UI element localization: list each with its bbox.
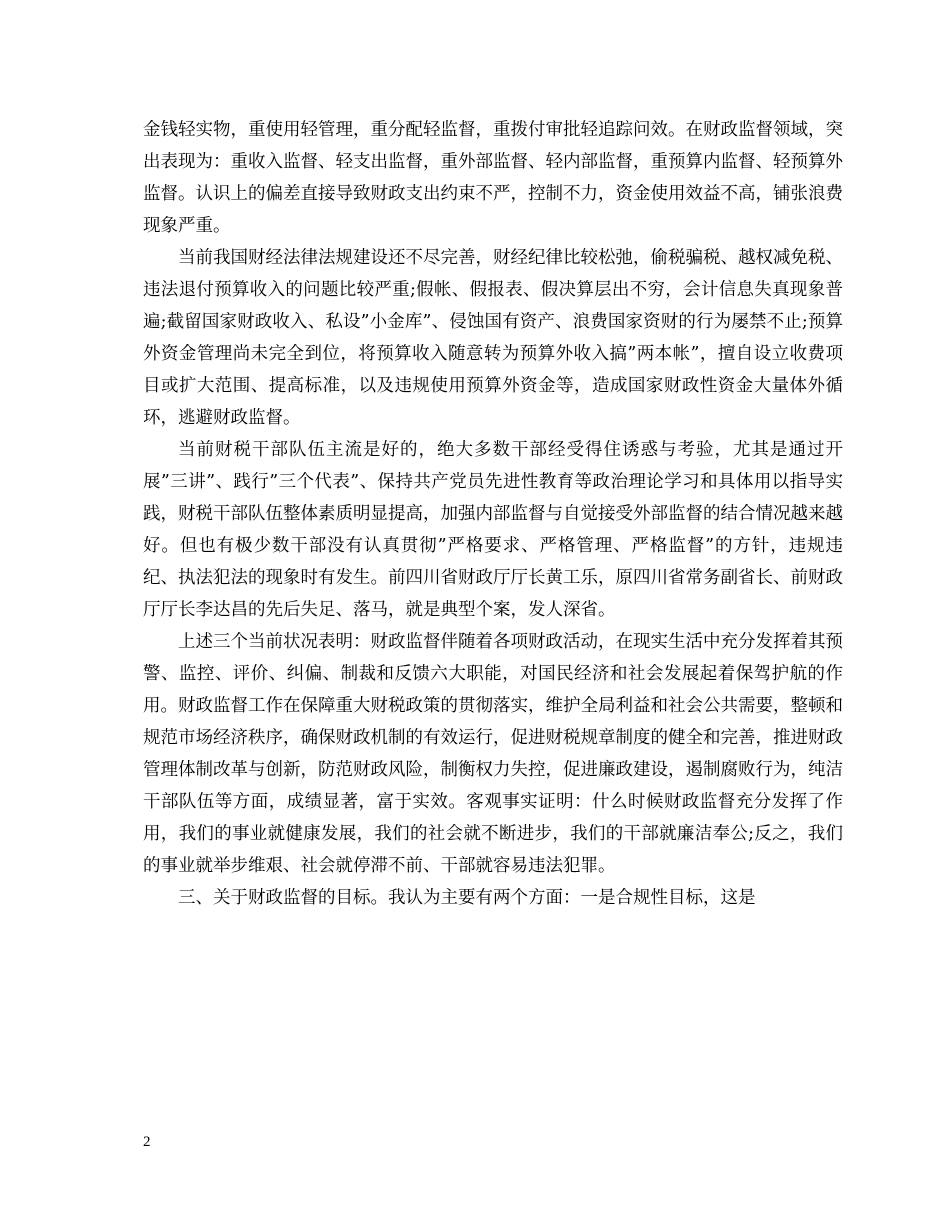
paragraph-legal-construction: 当前我国财经法律法规建设还不尽完善，财经纪律比较松弛，偷税骗税、越权减免税、违法退付预算收入的问题比较严重;假帐、假报表、假决算层出不穷，会计信息失真现象普遍;截留国家财政收入、私设”小金库”、侵蚀国有资产、浪费国家资财的行为屡禁不止;预算外资金管理尚未完全到位，将预算收入随意转为预算外收入搞”两本帐”，擅自设立收费项目或扩大范围、提高标准，以及违规使用预算外资金等，造成国家财政性资金大量体外循环，逃避财政监督。 — [143, 248, 843, 428]
paragraph-cadre-team: 当前财税干部队伍主流是好的，绝大多数干部经受得住诱惑与考验，尤其是通过开展”三讲”、践行”三个代表”、保持共产党员先进性教育等政治理论学习和具体用以指导实践，财税干部队伍整体素质明显提高，加强内部监督与自觉接受外部监督的结合情况越来越好。但也有极少数干部没有认真贯彻”严格要求、严格管理、严格监督”的方针，违规违纪、执法犯法的现象时有发生。前四川省财政厅厅长黄工乐，原四川省常务副省长、前财政厅厅长李达昌的先后失足、落马，就是典型个案，发人深省。 — [143, 440, 843, 620]
paragraph-continued: 金钱轻实物，重使用轻管理，重分配轻监督，重拨付审批轻追踪问效。在财政监督领域，突出表现为：重收入监督、轻支出监督，重外部监督、轻内部监督，重预算内监督、轻预算外监督。认识上的偏差直接导致财政支出约束不严，控制不力，资金使用效益不高，铺张浪费现象严重。 — [143, 120, 843, 236]
document-body — [143, 114, 843, 914]
paragraph-supervision-goals: 三、关于财政监督的目标。我认为主要有两个方面：一是合规性目标，这是 — [178, 888, 756, 908]
paragraph-supervision-role: 上述三个当前状况表明：财政监督伴随着各项财政活动，在现实生活中充分发挥着其预警、监控、评价、纠偏、制裁和反馈六大职能，对国民经济和社会发展起着保驾护航的作用。财政监督工作在保障重大财税政策的贯彻落实，维护全局利益和社会公共需要，整顿和规范市场经济秩序，确保财政机制的有效运行，促进财税规章制度的健全和完善，推进财政管理体制改革与创新，防范财政风险，制衡权力失控，促进廉政建设，遏制腐败行为，纯洁干部队伍等方面，成绩显著，富于实效。客观事实证明：什么时候财政监督充分发挥了作用，我们的事业就健康发展，我们的社会就不断进步，我们的干部就廉洁奉公;反之，我们的事业就举步维艰、社会就停滞不前、干部就容易违法犯罪。 — [143, 632, 843, 876]
page-number: 2 — [143, 1134, 151, 1150]
